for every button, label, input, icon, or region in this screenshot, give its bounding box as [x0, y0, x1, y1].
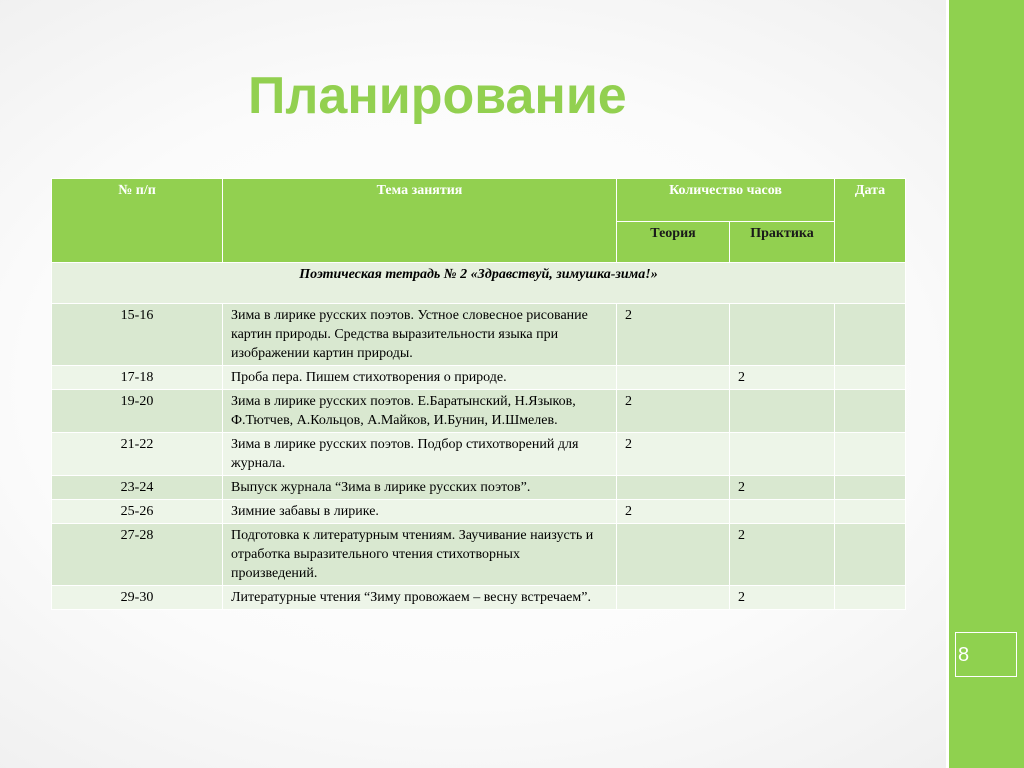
- table-row: [52, 366, 906, 390]
- section-title: Поэтическая тетрадь № 2 «Здравствуй, зимушка-зима!»: [52, 263, 906, 304]
- cell-number: 25-26: [52, 500, 223, 524]
- cell-theory: [617, 524, 730, 586]
- cell-theory: [617, 586, 730, 610]
- cell-theory: 2: [617, 390, 730, 433]
- cell-theory: [617, 366, 730, 390]
- cell-practice: [730, 433, 835, 476]
- cell-topic: Зимние забавы в лирике.: [223, 500, 617, 524]
- cell-theory: 2: [617, 304, 730, 366]
- cell-topic: Подготовка к литературным чтениям. Заучивание наизусть и отработка выразительного чтения стихотворных произведений.: [223, 524, 617, 586]
- cell-number: 17-18: [52, 366, 223, 390]
- cell-number: 29-30: [52, 586, 223, 610]
- cell-number: 19-20: [52, 390, 223, 433]
- cell-topic: Литературные чтения “Зиму провожаем – весну встречаем”.: [223, 586, 617, 610]
- cell-date: [835, 390, 906, 433]
- cell-number: 21-22: [52, 433, 223, 476]
- header-number: № п/п: [52, 179, 223, 263]
- table-row: [52, 476, 906, 500]
- cell-topic: Зима в лирике русских поэтов. Е.Баратынский, Н.Языков, Ф.Тютчев, А.Кольцов, А.Майков, И.Бунин, И.Шмелев.: [223, 390, 617, 433]
- slide-title: Планирование: [248, 67, 627, 125]
- cell-practice: [730, 304, 835, 366]
- table-row: [52, 524, 906, 586]
- cell-date: [835, 476, 906, 500]
- cell-date: [835, 586, 906, 610]
- cell-number: 15-16: [52, 304, 223, 366]
- cell-number: 23-24: [52, 476, 223, 500]
- table-row: [52, 433, 906, 476]
- cell-practice: 2: [730, 586, 835, 610]
- cell-date: [835, 366, 906, 390]
- table-row: [52, 586, 906, 610]
- cell-topic: Проба пера. Пишем стихотворения о природе.: [223, 366, 617, 390]
- side-bar-edge: [946, 0, 949, 768]
- cell-topic: Выпуск журнала “Зима в лирике русских поэтов”.: [223, 476, 617, 500]
- table-row: [52, 390, 906, 433]
- cell-practice: 2: [730, 476, 835, 500]
- header-practice: Практика: [730, 222, 835, 263]
- cell-theory: 2: [617, 433, 730, 476]
- cell-date: [835, 304, 906, 366]
- header-date: Дата: [835, 179, 906, 263]
- header-theory: Теория: [617, 222, 730, 263]
- planning-table: [51, 178, 906, 610]
- cell-date: [835, 433, 906, 476]
- cell-number: 27-28: [52, 524, 223, 586]
- cell-theory: 2: [617, 500, 730, 524]
- slide-page-number: 8: [955, 632, 1017, 677]
- header-topic: Тема занятия: [223, 179, 617, 263]
- cell-practice: [730, 500, 835, 524]
- cell-practice: 2: [730, 366, 835, 390]
- table-row: [52, 304, 906, 366]
- cell-practice: 2: [730, 524, 835, 586]
- cell-practice: [730, 390, 835, 433]
- cell-date: [835, 524, 906, 586]
- cell-date: [835, 500, 906, 524]
- table-row: [52, 500, 906, 524]
- cell-topic: Зима в лирике русских поэтов. Устное словесное рисование картин природы. Средства выразительности языка при изображении картин природы.: [223, 304, 617, 366]
- cell-theory: [617, 476, 730, 500]
- cell-topic: Зима в лирике русских поэтов. Подбор стихотворений для журнала.: [223, 433, 617, 476]
- header-hours: Количество часов: [617, 179, 835, 222]
